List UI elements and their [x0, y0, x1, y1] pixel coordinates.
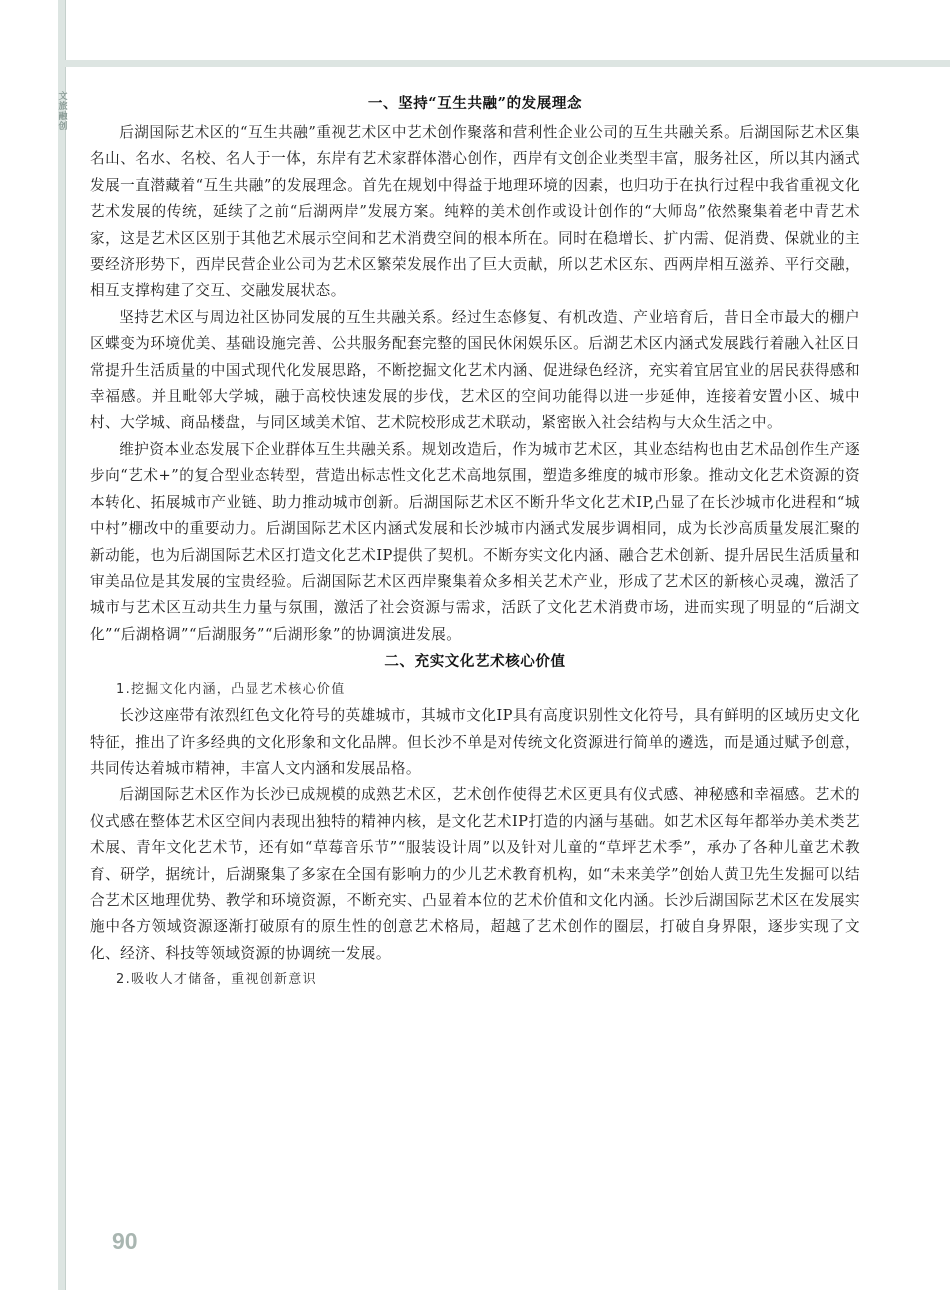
paragraph: 后湖国际艺术区的“互生共融”重视艺术区中艺术创作聚落和营利性企业公司的互生共融关系。后湖国际艺术区集名山、名水、名校、名人于一体，东岸有艺术家群体潜心创作，西岸有文创企业类型丰富，服务社区，所以其内涵式发展一直潜藏着“互生共融”的发展理念。首先在规划中得益于地理环境的因素，也归功于在执行过程中我省重视文化艺术发展的传统，延续了之前“后湖两岸”发展方案。纯粹的美术创作或设计创作的“大师岛”依然聚集着老中青艺术家，这是艺术区区别于其他艺术展示空间和艺术消费空间的根本所在。同时在稳增长、扩内需、促消费、保就业的主要经济形势下，西岸民营企业公司为艺术区繁荣发展作出了巨大贡献，所以艺术区东、西两岸相互滋养、平行交融，相互支撑构建了交互、交融发展状态。: [90, 124, 860, 300]
paragraph: 长沙这座带有浓烈红色文化符号的英雄城市，其城市文化IP具有高度识别性文化符号，具有鲜明的区域历史文化特征，推出了许多经典的文化形象和文化品牌。但长沙不单是对传统文化资源进行简单的遴选，而是通过赋予创意，共同传达着城市精神，丰富人文内涵和发展品格。: [90, 707, 860, 777]
left-margin-line: [65, 0, 66, 1290]
paragraph: 后湖国际艺术区作为长沙已成规模的成熟艺术区，艺术创作使得艺术区更具有仪式感、神秘感和幸福感。艺术的仪式感在整体艺术区空间内表现出独特的精神内核，是文化艺术IP打造的内涵与基础。如艺术区每年都举办美术类艺术展、青年文化艺术节，还有如“草莓音乐节”“服装设计周”以及针对儿童的“草坪艺术季”，承办了各种儿童艺术教育、研学，据统计，后湖聚集了多家在全国有影响力的少儿艺术教育机构，如“未来美学”创始人黄卫先生发掘可以结合艺术区地理优势、教学和环境资源，不断充实、凸显着本位的艺术价值和文化内涵。长沙后湖国际艺术区在发展实施中各方领域资源逐渐打破原有的原生性的创意艺术格局，超越了艺术创作的圈层，打破自身界限，逐步实现了文化、经济、科技等领域资源的协调统一发展。: [90, 786, 860, 962]
left-margin-bar: [58, 0, 65, 1290]
subheading-2: 2.吸收人才储备，重视创新意识: [116, 972, 317, 988]
paragraph: 维护资本业态发展下企业群体互生共融关系。规划改造后，作为城市艺术区，其业态结构也由艺术品创作生产逐步向“艺术+”的复合型业态转型，营造出标志性文化艺术高地氛围，塑造多维度的城市形象。推动文化艺术资源的资本转化、拓展城市产业链、助力推动城市创新。后湖国际艺术区不断升华文化艺术IP,凸显了在长沙城市化进程和“城中村”棚改中的重要动力。后湖国际艺术区内涵式发展和长沙城市内涵式发展步调相同，成为长沙高质量发展汇聚的新动能，也为后湖国际艺术区打造文化艺术IP提供了契机。不断夯实文化内涵、融合艺术创新、提升居民生活质量和审美品位是其发展的宝贵经验。后湖国际艺术区西岸聚集着众多相关艺术产业，形成了艺术区的新核心灵魂，激活了城市与艺术区互动共生力量与氛围，激活了社会资源与需求，活跃了文化艺术消费市场，进而实现了明显的“后湖文化”“后湖格调”“后湖服务”“后湖形象”的协调演进发展。: [90, 440, 860, 643]
article-body: [90, 92, 860, 993]
paragraph: 坚持艺术区与周边社区协同发展的互生共融关系。经过生态修复、有机改造、产业培育后，昔日全市最大的棚户区蝶变为环境优美、基础设施完善、公共服务配套完整的国民休闲娱乐区。后湖艺术区内涵式发展践行着融入社区日常提升生活质量的中国式现代化发展思路，不断挖掘文化艺术内涵、促进绿色经济，充实着宜居宜业的居民获得感和幸福感。并且毗邻大学城，融于高校快速发展的步伐，艺术区的空间功能得以进一步延伸，连接着安置小区、城中村、大学城、商品楼盘，与同区域美术馆、艺术院校形成艺术联动，紧密嵌入社会结构与大众生活之中。: [90, 308, 860, 432]
subheading-1: 1.挖掘文化内涵，凸显艺术核心价值: [116, 682, 346, 698]
section-side-label: 文旅融创: [58, 92, 68, 132]
section-heading-1: 一、坚持“互生共融”的发展理念: [367, 95, 583, 112]
page-number: 90: [112, 1228, 138, 1254]
section-heading-2: 二、充实文化艺术核心价值: [384, 653, 566, 671]
top-margin-bar: [65, 60, 950, 67]
